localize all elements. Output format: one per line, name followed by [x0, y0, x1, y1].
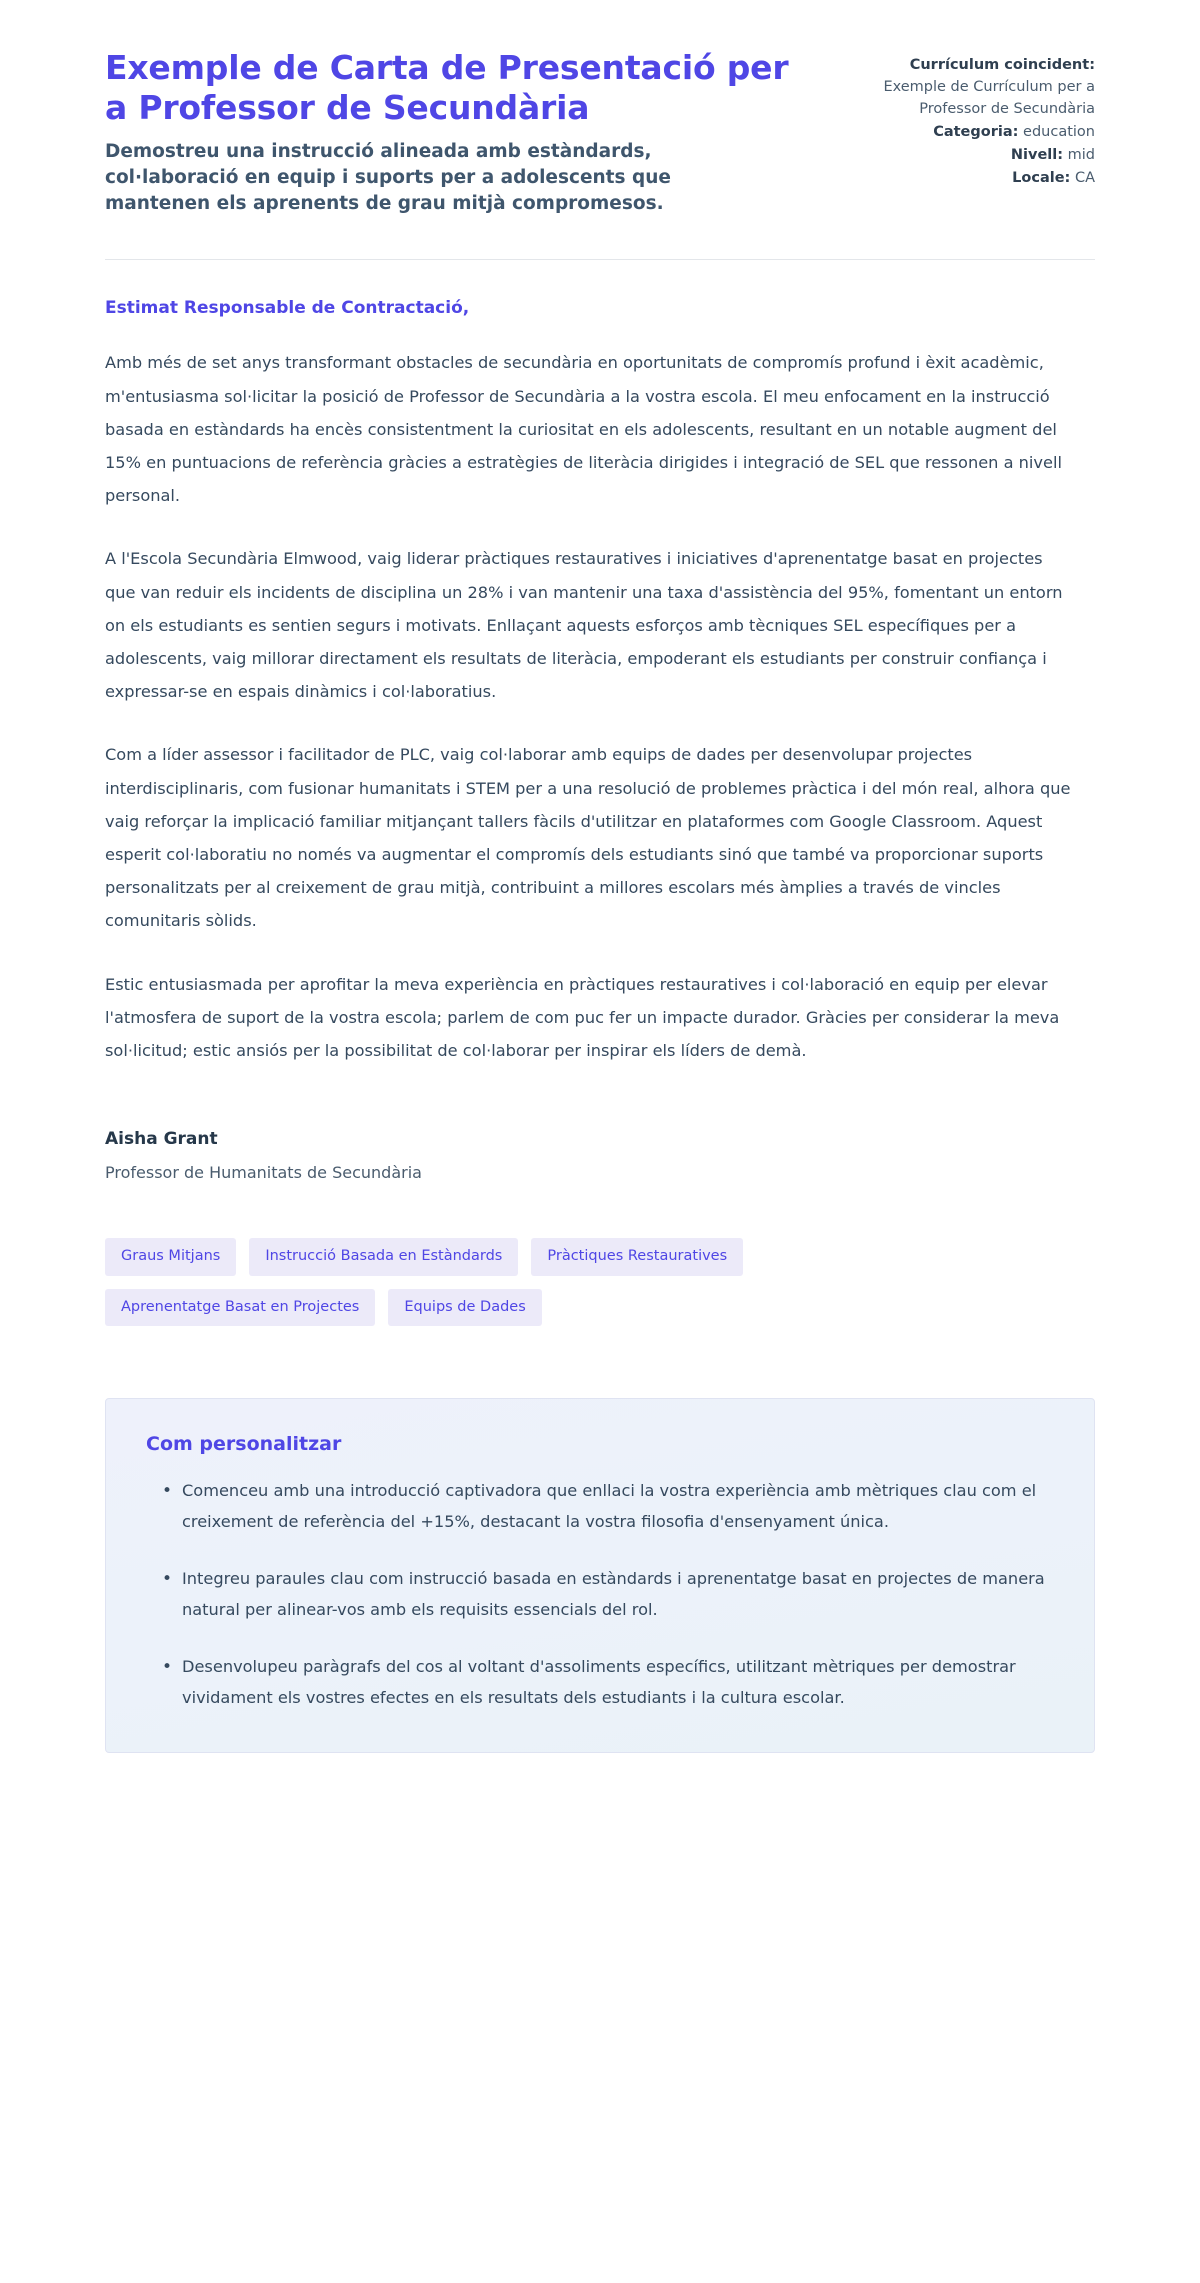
metadata-value: Exemple de Currículum per a Professor de Secundària	[883, 79, 1095, 118]
metadata-row-level	[845, 144, 1095, 166]
letter-paragraph: Amb més de set anys transformant obstacles de secundària en oportunitats de compromís profund i èxit acadèmic, m'entusiasma sol·licitar la posició de Professor de Secundària a la vostra escola. El meu enfocament en la instrucció basada en estàndards ha encès consistentment la curiositat en els adolescents, resultant en un notable augment del 15% en puntuacions de referència gràcies a estratègies de literàcia dirigides i integració de SEL que ressonen a nivell personal.	[105, 353, 1062, 506]
metadata-label: Nivell:	[1010, 147, 1064, 164]
signature-name: Aisha Grant	[105, 1129, 218, 1150]
tag-chip[interactable]: Graus Mitjans	[105, 1238, 236, 1275]
callout-bullet-list	[146, 1475, 1054, 1714]
tag-list	[0, 1238, 1000, 1326]
tag-chip[interactable]: Equips de Dades	[388, 1289, 541, 1326]
callout-title: Com personalitzar	[146, 1432, 342, 1455]
callout-list-item: • Comenceu amb una introducció captivadora que enllaci la vostra experiència amb mètriques clau com el creixement de referència del +15%, destacant la vostra filosofia d'ensenyament única.	[172, 1475, 1054, 1537]
callout-list-item: • Desenvolupeu paràgrafs del cos al voltant d'assoliments específics, utilitzant mètriques per demostrar vividament els vostres efectes en els resultats dels estudiants i la cultura escolar.	[172, 1651, 1054, 1713]
metadata-label: Categoria:	[933, 124, 1019, 141]
letter-salutation: Estimat Responsable de Contractació,	[105, 298, 470, 319]
document-metadata	[845, 48, 1095, 190]
metadata-label: Currículum coincident:	[909, 57, 1095, 73]
metadata-row-locale	[845, 167, 1095, 189]
tag-chip[interactable]: Aprenentatge Basat en Projectes	[105, 1289, 375, 1326]
callout-list-item: • Integreu paraules clau com instrucció basada en estàndards i aprenentatge basat en projectes de manera natural per alinear-vos amb els requisits essencials del rol.	[172, 1563, 1054, 1625]
letter-paragraph: Estic entusiasmada per aprofitar la meva experiència en pràctiques restauratives i col·laboració en equip per elevar l'atmosfera de suport de la vostra escola; parlem de com puc fer un impacte durador. Gràcies per considerar la meva sol·licitud; estic ansiós per la possibilitat de col·laborar per inspirar els líders de demà.	[105, 974, 1060, 1060]
letter-paragraph: Com a líder assessor i facilitador de PLC, vaig col·laborar amb equips de dades per desenvolupar projectes interdisciplinaris, com fusionar humanitats i STEM per a una resolució de problemes pràctica i del món real, alhora que vaig reforçar la implicació familiar mitjançant tallers fàcils d'utilitzar en plataformes com Google Classroom. Aquest esperit col·laboratiu no només va augmentar el compromís dels estudiants sinó que també va proporcionar suports personalitzats per al creixement de grau mitjà, contribuint a millores escolars més àmplies a través de vincles comunitaris sòlids.	[105, 745, 1071, 931]
signature-block	[0, 1129, 1200, 1182]
how-to-customize-callout	[105, 1398, 1095, 1753]
metadata-row-category	[845, 121, 1095, 143]
letter-paragraph: A l'Escola Secundària Elmwood, vaig liderar pràctiques restauratives i iniciatives d'aprenentatge basat en projectes que van reduir els incidents de disciplina un 28% i van mantenir una taxa d'assistència del 95%, fomentant un entorn on els estudiants es sentien segurs i motivats. Enllaçant aquests esforços amb tècniques SEL específiques per a adolescents, vaig millorar directament els resultats de literàcia, empoderant els estudiants per construir confiança i expressar-se en espais dinàmics i col·laboratius.	[105, 549, 1063, 702]
tag-chip[interactable]: Pràctiques Restauratives	[531, 1238, 743, 1275]
metadata-row-matching-resume	[845, 54, 1095, 120]
header-title-block	[105, 48, 805, 217]
page-subtitle: Demostreu una instrucció alineada amb estàndards, col·laboració en equip i suports per a adolescents que mantenen els aprenents de grau mitjà compromesos.	[105, 140, 671, 215]
metadata-value: CA	[1074, 170, 1095, 187]
header-divider	[105, 259, 1095, 260]
document-header	[0, 0, 1200, 217]
tag-chip[interactable]: Instrucció Basada en Estàndards	[249, 1238, 518, 1275]
metadata-label: Locale:	[1012, 170, 1071, 187]
metadata-value: mid	[1067, 147, 1095, 164]
page-title: Exemple de Carta de Presentació per a Professor de Secundària	[105, 48, 789, 128]
signature-role: Professor de Humanitats de Secundària	[105, 1163, 422, 1183]
letter-body	[0, 298, 1200, 1067]
metadata-value: education	[1023, 124, 1095, 141]
